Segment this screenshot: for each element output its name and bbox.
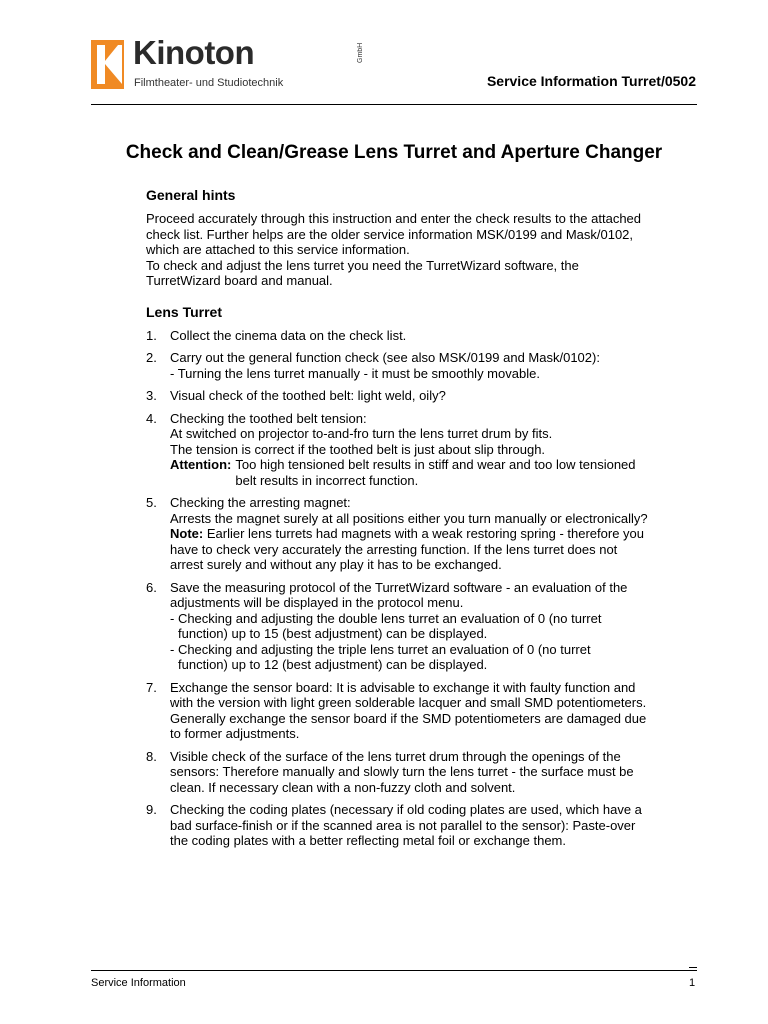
attention-note <box>170 457 706 488</box>
step-number: 5. <box>146 495 157 510</box>
kinoton-logo <box>91 34 364 90</box>
header-divider <box>91 104 697 105</box>
step-item <box>146 802 706 849</box>
step-number: 9. <box>146 802 157 817</box>
attention-line: Too high tensioned belt results in stiff and wear and too low tensioned <box>235 457 636 472</box>
step-line: adjustments will be displayed in the protocol menu. <box>170 595 464 610</box>
step-item <box>146 680 706 742</box>
step-number: 4. <box>146 410 157 426</box>
step-line: Checking the coding plates (necessary if old coding plates are used, which have a <box>170 802 642 817</box>
step-number: 3. <box>146 388 157 403</box>
hint-line: To check and adjust the lens turret you need the TurretWizard software, the <box>146 257 579 273</box>
hint-line: check list. Further helps are the older service information MSK/0199 and Mask/0102, <box>146 226 634 242</box>
step-line: The tension is correct if the toothed belt is just about slip through. <box>170 441 546 457</box>
hint-line: TurretWizard board and manual. <box>146 273 333 288</box>
general-hints-text <box>146 211 706 289</box>
page-number: 1 <box>689 977 696 989</box>
footer-label: Service Information <box>91 977 186 989</box>
step-line: Arrests the magnet surely at all positions either you turn manually or electronically? <box>170 510 648 526</box>
step-item <box>146 580 706 673</box>
logo-gmbh: GmbH <box>357 42 364 64</box>
lens-turret-heading: Lens Turret <box>146 303 222 320</box>
kinoton-logo-mark <box>91 40 124 89</box>
step-line: function) up to 12 (best adjustment) can be displayed. <box>178 657 488 672</box>
step-item <box>146 388 706 404</box>
hint-line: Proceed accurately through this instruction and enter the check results to the attached <box>146 211 642 226</box>
step-item <box>146 350 706 381</box>
step-line: with the version with light green solderable lacquer and small SMD potentiometers. <box>170 695 647 710</box>
step-line: Checking the toothed belt tension: <box>170 410 367 426</box>
attention-text <box>235 457 635 488</box>
step-line: Exchange the sensor board: It is advisable to exchange it with faulty function and <box>170 679 636 695</box>
footer-tick <box>689 967 697 968</box>
step-line: Generally exchange the sensor board if the SMD potentiometers are damaged due <box>170 710 647 726</box>
step-item <box>146 328 706 344</box>
step-line: Checking the arresting magnet: <box>170 495 351 510</box>
step-number: 6. <box>146 579 157 595</box>
step-line: - Turning the lens turret manually - it must be smoothly movable. <box>170 365 540 381</box>
step-line: Collect the cinema data on the check list. <box>170 327 407 343</box>
step-line: - Checking and adjusting the double lens turret an evaluation of 0 (no turret <box>170 610 602 626</box>
attention-label: Attention: <box>170 457 232 472</box>
step-line: Carry out the general function check (see also MSK/0199 and Mask/0102): <box>170 350 600 365</box>
logo-tagline: Filmtheater- und Studiotechnik <box>134 77 284 89</box>
step-item <box>146 749 706 796</box>
step-line: the coding plates with a better reflecting metal foil or exchange them. <box>170 833 566 848</box>
step-line: At switched on projector to-and-fro turn the lens turret drum by fits. <box>170 426 553 441</box>
step-number: 2. <box>146 350 157 365</box>
step-line: Visual check of the toothed belt: light weld, oily? <box>170 388 446 403</box>
steps-list <box>146 328 706 849</box>
step-number: 8. <box>146 748 157 764</box>
step-line: clean. If necessary clean with a non-fuzzy cloth and solvent. <box>170 779 516 795</box>
step-line: function) up to 15 (best adjustment) can be displayed. <box>178 626 488 641</box>
step-number: 7. <box>146 679 157 695</box>
step-line: bad surface-finish or if the scanned area is not parallel to the sensor): Paste-over <box>170 817 636 833</box>
page-title: Check and Clean/Grease Lens Turret and Aperture Changer <box>125 142 663 163</box>
attention-line: belt results in incorrect function. <box>235 472 419 488</box>
step-line: Save the measuring protocol of the TurretWizard software - an evaluation of the <box>170 579 628 595</box>
step-item <box>146 411 706 489</box>
note-line <box>170 526 706 542</box>
note-line: arrest surely and without any play it has to be exchanged. <box>170 557 502 572</box>
hint-line: which are attached to this service information. <box>146 242 410 257</box>
step-item <box>146 495 706 573</box>
step-line: Visible check of the surface of the lens turret drum through the openings of the <box>170 748 621 764</box>
general-hints-heading: General hints <box>146 187 236 203</box>
note-line: have to check very accurately the arresting function. If the lens turret does not <box>170 541 618 557</box>
step-line: to former adjustments. <box>170 726 300 741</box>
step-line: - Checking and adjusting the triple lens turret an evaluation of 0 (no turret <box>170 641 591 657</box>
logo-wordmark: Kinoton <box>133 34 255 71</box>
document-body <box>146 186 706 856</box>
footer-divider <box>91 970 697 971</box>
note-text: Earlier lens turrets had magnets with a weak restoring spring - therefore you <box>206 526 644 541</box>
document-reference: Service Information Turret/0502 <box>486 73 696 89</box>
step-number: 1. <box>146 327 157 343</box>
lens-turret-section <box>146 303 706 849</box>
note-label: Note: <box>170 526 204 541</box>
general-hints-section <box>146 186 706 289</box>
step-line: sensors: Therefore manually and slowly turn the lens turret - the surface must be <box>170 764 634 779</box>
